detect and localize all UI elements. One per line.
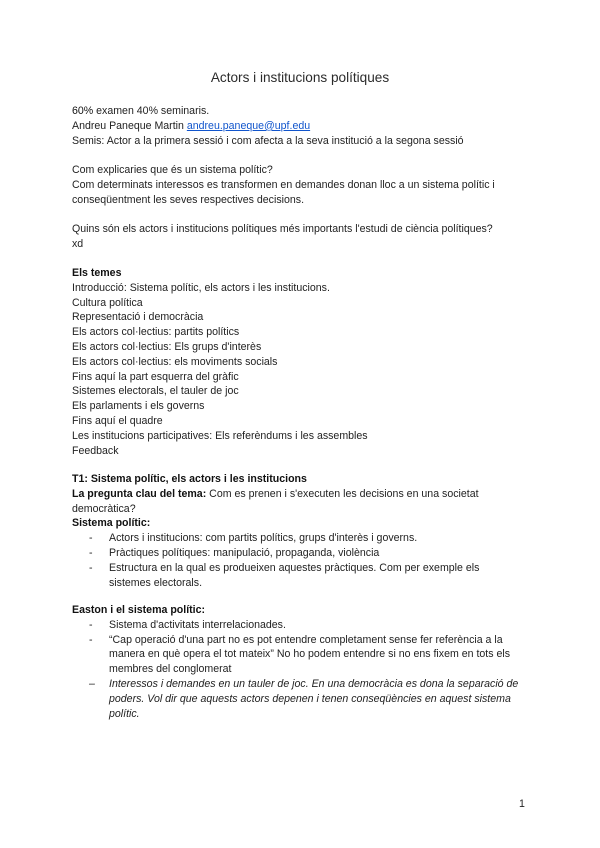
question-1: Com explicaries que és un sistema polític? (72, 164, 273, 176)
exam-label: examen (93, 105, 137, 117)
temes-heading: Els temes (72, 267, 122, 279)
grading-line (72, 104, 530, 119)
tema-item: Cultura política (72, 296, 143, 309)
list-item (72, 561, 504, 591)
easton-list (72, 618, 530, 722)
dash-bullet: - (89, 633, 93, 646)
tema-item: Introducció: Sistema polític, els actors i les institucions. (72, 281, 330, 294)
answer-2: xd (72, 237, 84, 250)
list-item (72, 633, 521, 677)
seminar-percent: 40% (136, 105, 158, 117)
professor-name: Andreu Paneque Martin (72, 119, 187, 132)
list-item-text: Estructura en la qual es produeixen aquestes pràctiques. Com per exemple els sistemes electorals. (109, 561, 480, 589)
tema-item: Els actors col·lectius: els moviments socials (72, 355, 278, 368)
document-title: Actors i institucions polítiques (210, 70, 390, 85)
course-info (72, 104, 530, 148)
list-item (72, 618, 530, 633)
dash-bullet: - (89, 561, 93, 574)
list-item-text: Sistema d'activitats interrelacionades. (109, 618, 286, 631)
dash-bullet: - (89, 546, 93, 559)
sistema-list (72, 531, 530, 590)
list-item (72, 546, 530, 561)
question-2: Quins són els actors i institucions polítiques més importants l'estudi de ciència polítiques? (72, 223, 493, 235)
seminar-label: seminaris. (157, 105, 210, 117)
tema-item: Feedback (72, 444, 119, 457)
tema-item: Les institucions participatives: Els referèndums i les assembles (72, 429, 368, 442)
tema-item: Fins aquí la part esquerra del gràfic (72, 370, 239, 383)
dash-bullet: - (89, 532, 93, 545)
list-item (72, 677, 519, 721)
tema-item: Representació i democràcia (72, 311, 204, 324)
key-question-text: Com es prenen i s'executen les decisions en una societat democràtica? (72, 487, 479, 515)
t1-heading: T1: Sistema polític, els actors i les institucions (72, 473, 307, 485)
list-item (72, 531, 530, 546)
professor-email-link[interactable]: andreu.paneque@upf.edu (186, 119, 311, 132)
t1-section (72, 472, 530, 590)
tema-item: Els actors col·lectius: partits polítics (72, 326, 240, 339)
dash-bullet: – (89, 677, 95, 690)
tema-item: Fins aquí el quadre (72, 414, 163, 427)
semis-line: Semis: Actor a la primera sessió i com afecta a la seva institució a la segona sessió (72, 134, 464, 147)
list-item-text: Actors i institucions: com partits polítics, grups d'interès i governs. (109, 532, 418, 545)
temes-section (72, 266, 530, 458)
list-item-text: Interessos i demandes en un tauler de joc. En una democràcia es dona la separació de poders. Vol dir que aquests actors depenen i tenen conseqüències en aquest sistema polític. (109, 677, 519, 720)
question-1-block (72, 163, 530, 207)
sistema-heading: Sistema polític: (72, 517, 151, 530)
tema-item: Els actors col·lectius: Els grups d'interès (72, 340, 262, 353)
easton-section (72, 603, 530, 721)
exam-percent: 60% (72, 105, 94, 117)
list-item-text: Pràctiques polítiques: manipulació, propaganda, violència (109, 546, 380, 559)
key-question (72, 487, 517, 517)
page-number: 1 (519, 798, 525, 810)
key-question-label: La pregunta clau del tema: (72, 487, 207, 500)
easton-heading: Easton i el sistema polític: (72, 604, 206, 616)
tema-item: Els parlaments i els governs (72, 400, 205, 413)
tema-item: Sistemes electorals, el tauler de joc (72, 385, 239, 398)
dash-bullet: - (89, 618, 93, 631)
list-item-text: “Cap operació d'una part no es pot entendre completament sense fer referència a la manera en què opera el tot mateix” No ho podem entendre si no ens fixem en tots els membres del conglomerat (109, 633, 511, 676)
professor-line (72, 119, 530, 134)
question-2-block (72, 222, 530, 252)
answer-1: Com determinats interessos es transformen en demandes donan lloc a un sistema polític i conseqüentment les seves respectives decisions. (72, 178, 495, 206)
